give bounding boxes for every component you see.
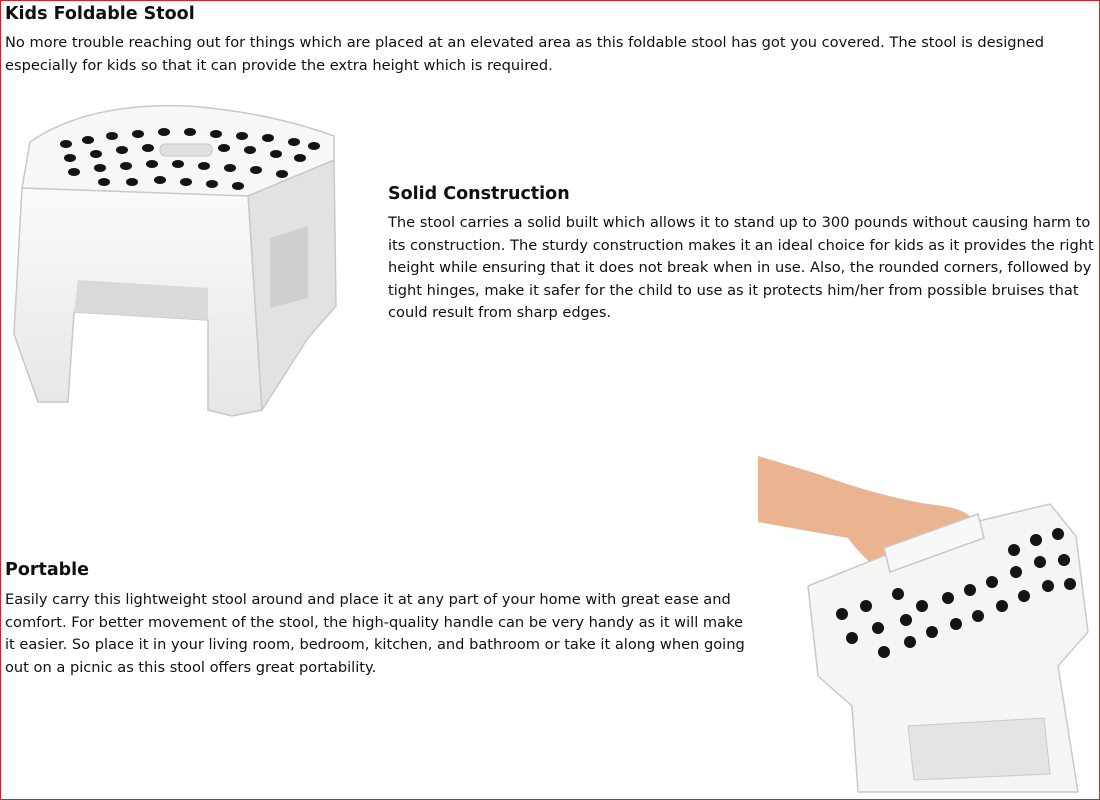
solid-construction-title: Solid Construction — [388, 184, 570, 204]
portable-text: Easily carry this lightweight stool around and place it at any part of your home with great ease and comfort. For better movement of the stool, the high-quality handle can be very handy as it will make it easier. So place it in your living room, bedroom, kitchen, and bathroom or take it along when going out on a picnic as this stool offers great portability. — [5, 591, 745, 676]
portable-title: Portable — [5, 560, 90, 580]
intro-title: Kids Foldable Stool — [5, 4, 195, 24]
solid-construction-text: The stool carries a solid built which allows it to stand up to 300 pounds without causing harm to its construction. The sturdy construction makes it an ideal choice for kids as it provides the right height while ensuring that it does not break when in use. Also, the rounded corners, followed by tight hinges, make it safer for the child to use as it protects him/her from possible bruises that could result from sharp edges. — [388, 214, 1094, 322]
stool-image — [8, 98, 340, 420]
hand-carrying-stool-image — [758, 456, 1096, 796]
intro-text: No more trouble reaching out for things which are placed at an elevated area as this foldable stool has got you covered. The stool is designed especially for kids so that it can provide the extra height which is required. — [5, 34, 1045, 74]
